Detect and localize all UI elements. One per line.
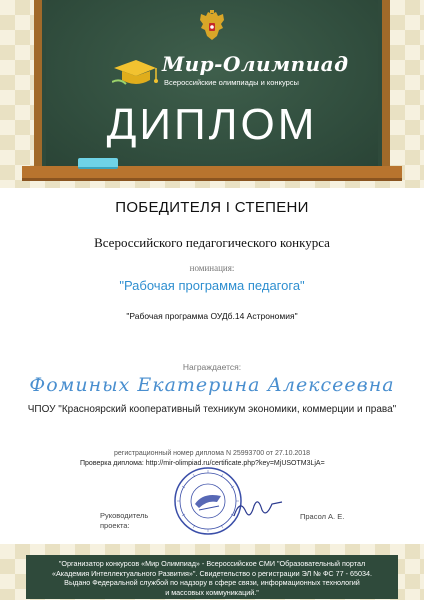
header-banner: [0, 0, 424, 188]
work-title: "Рабочая программа ОУДб.14 Астрономия": [126, 311, 298, 321]
organization-name: ЧПОУ "Красноярский кооперативный техникум экономики, коммерции и права": [27, 404, 397, 415]
diploma-degree: ПОБЕДИТЕЛЯ I СТЕПЕНИ: [115, 199, 309, 216]
graduation-cap-icon: [112, 56, 158, 90]
diploma-title: ДИПЛОМ: [106, 100, 318, 149]
brand-logo: [112, 52, 349, 92]
registration-number: регистрационный номер диплома N 25993700 от 27.10.2018: [114, 450, 310, 457]
footer-line: "Организатор конкурсов «Мир Олимпиад» - Всероссийское СМИ "Образовательный портал: [58, 559, 366, 568]
certificate-check-link[interactable]: Проверка диплома: http://mir-olimpiad.ru/certificate.php?key=MjUSOTM3LjA=: [80, 460, 325, 467]
nomination-value: "Рабочая программа педагога": [119, 278, 305, 293]
chalk-eraser: [78, 158, 118, 169]
logo-title: Мир-Олимпиад: [162, 52, 349, 76]
nomination-label: номинация:: [189, 263, 235, 273]
awarded-label: Награждается:: [182, 362, 242, 372]
contest-name: Всероссийского педагогического конкурса: [94, 235, 330, 250]
footer-line: Выдано Федеральной службой по надзору в сфере связи, информационных технологий: [64, 578, 360, 587]
coat-of-arms-icon: [197, 10, 227, 44]
signature: [230, 494, 290, 524]
winner-name: Фоминых Екатерина Алексеевна: [29, 374, 395, 396]
footer-line: и массовых коммуникаций.": [165, 587, 259, 597]
project-head-label: Руководитель проекта:: [100, 511, 149, 530]
logo-subtitle: Всероссийские олимпиады и конкурсы: [164, 78, 299, 87]
footer-line: «Академия Интеллектуального Развития»". Свидетельство о регистрации ЭЛ № ФС 77 - 65034.: [52, 568, 372, 578]
project-head-name: Прасол А. Е.: [300, 512, 345, 521]
footer-legal-notice: [26, 555, 398, 599]
